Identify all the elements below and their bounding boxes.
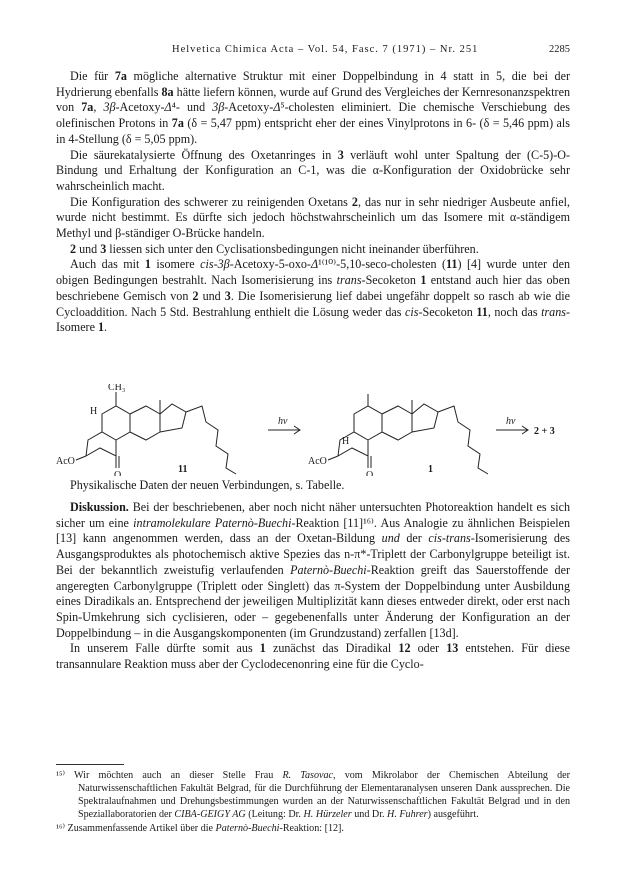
compound-label-1: 1 <box>428 464 433 475</box>
product-label: 2 + 3 <box>534 426 555 437</box>
acetoxy-bond <box>328 456 338 460</box>
running-header <box>56 44 570 60</box>
reaction-scheme <box>56 384 570 476</box>
paragraph: Die Konfiguration des schwerer zu reinigenden Oxetans 2, das nur in sehr niedriger Ausbeute anfiel, wurde nicht bestimmt. Es dürfte sich jedoch höchstwahrscheinlich um das Isomere mit α-ständigem Methyl und β-ständiger O-Brücke handeln. <box>56 194 570 241</box>
oxygen-label-left: O <box>114 470 122 476</box>
ring-bond <box>130 406 160 440</box>
ring-bond <box>412 404 438 432</box>
oxygen-label-right: O <box>366 470 374 476</box>
ring-bond <box>382 406 412 440</box>
h-label-left: H <box>90 406 98 417</box>
hv-label-1: hν <box>278 416 288 427</box>
paragraph: In unserem Falle dürfte somit aus 1 zunächst das Diradikal 12 oder 13 entstehen. Für diese transannulare Reaktion muss aber der Cyclodecenonring eine für die Cyclo- <box>56 641 570 672</box>
paragraph: Die säurekatalysierte Öffnung des Oxetanringes in 3 verläuft wohl unter Spaltung der (C-5)-O-Bindung und Erhaltung der Konfiguration an C-1, was die α-Konfiguration der Oxidobrücke sehr wahrscheinlich macht. <box>56 147 570 193</box>
footnote: ¹⁶⁾ Zusammenfassende Artikel über die Paternò-Buechi-Reaktion: [12]. <box>56 822 344 834</box>
paragraph: Diskussion. Bei der beschriebenen, aber noch nicht näher untersuchten Photoreaktion handelt es sich sicher um eine intramolekulare Paternò-Buechi-Reaktion [11]¹⁶⁾. Aus Analogie zu ähnlichen Beispielen [13] kann angenommen werden, dass an der Oxetan-Bildung und der cis-trans-Isomerisierung des Ausgangsproduktes als photochemisch aktive Spezies das n-π*-Triplett der Carbonylgruppe beteiligt ist. Bei der bekanntlich zweistufig verlaufenden Paternò-Buechi-Reaktion greift das Sauerstoffende der angeregten Carbonylgruppe (Triplett oder Singlett) das π-System der Doppelbindung unter Ausbildung eines Diradikals an. Entsprechend der jeweiligen Multiplizität kann dieses entweder direkt, oder erst nach Spin-Umkehrung sich cyclisieren, oder – gegebenenfalls unter Änderung der Konfiguration an der Doppelbindung – in die Ausgangskomponenten (im Grundzustand) zerfallen [13d]. <box>56 500 571 640</box>
paragraph: Auch das mit 1 isomere cis-3β-Acetoxy-5-oxo-Δ¹⁽¹⁰⁾-5,10-seco-cholesten (11) [4] wurde unter den obigen Bedingungen bestrahlt. Nach Isomerisierung ins trans-Secoketon 1 entstand auch hier das oben beschriebene Gemisch von 2 und 3. Die Isomerisierung lief dabei ungefähr doppelt so rasch ab wie die Cycloaddition. Nach 5 Std. Bestrahlung enthielt die Lösung weder das cis-Secoketon 11, noch das trans-Isomere 1. <box>56 257 571 335</box>
side-chain <box>438 406 488 474</box>
ch3-label: CH₃ <box>108 384 126 393</box>
footnotes <box>56 770 570 837</box>
reaction-scheme-svg <box>56 384 570 476</box>
paragraph: Die für 7a mögliche alternative Struktur mit einer Doppelbindung in 4 statt in 5, die bei der Hydrierung ebenfalls 8a hätte liefern können, wurde auf Grund des Vergleiches der Kernresonanzspektren von 7a, 3β-Acetoxy-Δ⁴- und 3β-Acetoxy-Δ⁵-cholesten eliminiert. Die chemische Verschiebung des olefinischen Protons in 7a (δ = 5,47 ppm) entspricht eher der eines Vinylprotons in 6- (δ = 5,46 ppm) als in 4-Stellung (δ = 5,05 ppm). <box>56 69 570 146</box>
side-chain <box>186 406 236 474</box>
aco-label-right: AcO <box>308 456 327 467</box>
ring-bond <box>86 432 116 456</box>
body-text-upper <box>56 69 570 336</box>
h-label-right: H <box>342 436 350 447</box>
compound-label-11: 11 <box>178 464 188 475</box>
figure-caption: Physikalische Daten der neuen Verbindungen, s. Tabelle. <box>70 478 345 492</box>
page-number: 2285 <box>549 44 570 55</box>
acetoxy-bond <box>76 456 86 460</box>
ring-bond <box>160 404 186 432</box>
footnote: ¹⁵⁾ Wir möchten auch an dieser Stelle Frau R. Tasovac, vom Mikrolabor der Chemischen Abteilung der Naturwissenschaftlichen Fakultät Belgrad, für die Durchführung der Elementaranalysen unseren Dank aussprechen. Die Spektralaufnahmen und Drehungsbestimmungen wurden an der Naturwissenschaftlichen Fakultät Belgrad und in den Speziallaboratorien der CIBA-GEIGY AG (Leitung: Dr. H. Hürzeler und Dr. H. Fuhrer) ausgeführt. <box>56 770 570 820</box>
paragraph: 2 und 3 liessen sich unter den Cyclisationsbedingungen nicht ineinander überführen. <box>70 241 479 256</box>
aco-label-left: AcO <box>56 456 75 467</box>
journal-citation: Helvetica Chimica Acta – Vol. 54, Fasc. 7 (1971) – Nr. 251 <box>172 44 479 55</box>
body-text-lower <box>56 500 570 673</box>
footnote-rule <box>56 764 124 765</box>
hv-label-2: hν <box>506 416 516 427</box>
